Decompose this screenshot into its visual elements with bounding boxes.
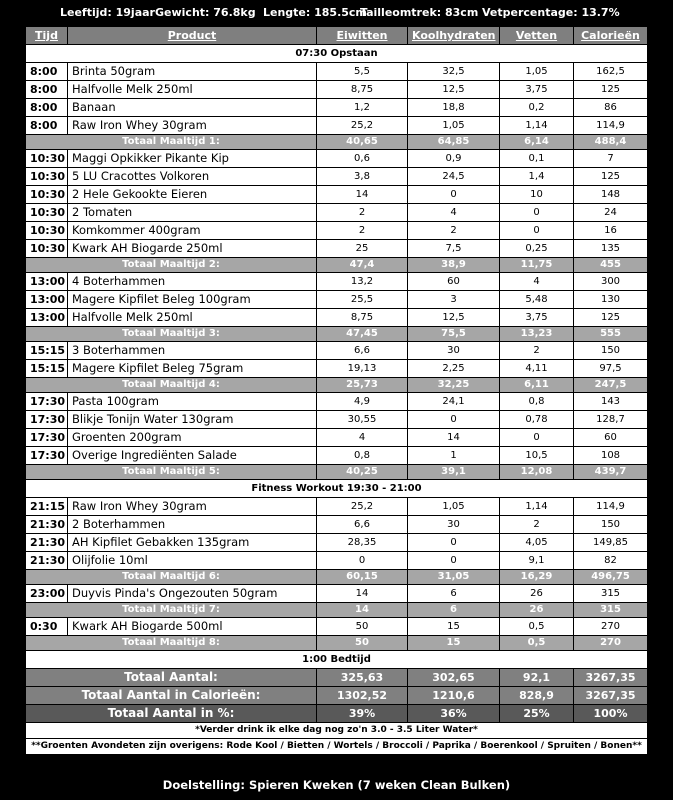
- food-protein: 0: [317, 552, 408, 570]
- meal-total-label: Totaal Maaltijd 3:: [26, 327, 317, 342]
- food-carbs: 0: [408, 552, 500, 570]
- food-protein: 6,6: [317, 516, 408, 534]
- food-row: [26, 186, 648, 204]
- food-time: 8:00: [26, 81, 68, 99]
- food-time: 13:00: [26, 291, 68, 309]
- percent-total: [26, 705, 648, 723]
- meal-total-fat: 13,23: [500, 327, 574, 342]
- food-time: 17:30: [26, 429, 68, 447]
- vegetables-note-text: **Groenten Avondeten zijn overigens: Rode Kool / Bietten / Wortels / Broccoli / Paprika / Boerenkool / Spruiten / Bonen**: [26, 739, 648, 755]
- percent-total-protein: 39%: [317, 705, 408, 723]
- food-fat: 1,14: [500, 498, 574, 516]
- food-carbs: 1: [408, 447, 500, 465]
- food-fat: 4: [500, 273, 574, 291]
- food-product: Overige Ingrediënten Salade: [68, 447, 317, 465]
- food-calories: 16: [574, 222, 648, 240]
- food-time: 10:30: [26, 204, 68, 222]
- food-calories: 97,5: [574, 360, 648, 378]
- food-product: 5 LU Cracottes Volkoren: [68, 168, 317, 186]
- meal-total-calories: 488,4: [574, 135, 648, 150]
- food-fat: 0,5: [500, 618, 574, 636]
- water-note: [26, 723, 648, 739]
- food-row: [26, 360, 648, 378]
- food-carbs: 1,05: [408, 117, 500, 135]
- food-product: Pasta 100gram: [68, 393, 317, 411]
- food-carbs: 2: [408, 222, 500, 240]
- section-label: 07:30 Opstaan: [26, 45, 648, 63]
- food-row: [26, 516, 648, 534]
- calorie-total-carbs: 1210,6: [408, 687, 500, 705]
- food-protein: 4,9: [317, 393, 408, 411]
- food-protein: 25,2: [317, 498, 408, 516]
- food-carbs: 12,5: [408, 309, 500, 327]
- food-calories: 125: [574, 81, 648, 99]
- food-carbs: 30: [408, 342, 500, 360]
- food-carbs: 6: [408, 585, 500, 603]
- food-row: [26, 447, 648, 465]
- food-row: [26, 585, 648, 603]
- food-product: Olijfolie 10ml: [68, 552, 317, 570]
- percent-total-calories: 100%: [574, 705, 648, 723]
- section-row: [26, 651, 648, 669]
- food-row: [26, 393, 648, 411]
- col-header-time: Tijd: [26, 27, 68, 45]
- food-row: [26, 498, 648, 516]
- food-protein: 30,55: [317, 411, 408, 429]
- food-carbs: 24,1: [408, 393, 500, 411]
- food-calories: 143: [574, 393, 648, 411]
- meal-total-label: Totaal Maaltijd 5:: [26, 465, 317, 480]
- food-fat: 1,14: [500, 117, 574, 135]
- food-time: 10:30: [26, 240, 68, 258]
- food-fat: 1,4: [500, 168, 574, 186]
- food-row: [26, 204, 648, 222]
- grand-total-fat: 92,1: [500, 669, 574, 687]
- food-row: [26, 411, 648, 429]
- percent-total-label: Totaal Aantal in %:: [26, 705, 317, 723]
- food-row: [26, 150, 648, 168]
- food-calories: 24: [574, 204, 648, 222]
- percent-total-carbs: 36%: [408, 705, 500, 723]
- food-product: Magere Kipfilet Beleg 100gram: [68, 291, 317, 309]
- meal-total-carbs: 32,25: [408, 378, 500, 393]
- food-fat: 0: [500, 429, 574, 447]
- food-row: [26, 168, 648, 186]
- food-protein: 4: [317, 429, 408, 447]
- meal-total-label: Totaal Maaltijd 1:: [26, 135, 317, 150]
- calorie-total-calories: 3267,35: [574, 687, 648, 705]
- food-product: Halfvolle Melk 250ml: [68, 309, 317, 327]
- food-calories: 315: [574, 585, 648, 603]
- food-row: [26, 618, 648, 636]
- food-product: 2 Boterhammen: [68, 516, 317, 534]
- waist-stat: Tailleomtrek: 83cm: [360, 6, 479, 19]
- calorie-total-label: Totaal Aantal in Calorieën:: [26, 687, 317, 705]
- food-row: [26, 222, 648, 240]
- food-carbs: 30: [408, 516, 500, 534]
- water-note-text: *Verder drink ik elke dag nog zo'n 3.0 - 3.5 Liter Water*: [26, 723, 648, 739]
- food-row: [26, 63, 648, 81]
- food-time: 21:30: [26, 534, 68, 552]
- food-fat: 26: [500, 585, 574, 603]
- food-protein: 0,6: [317, 150, 408, 168]
- food-row: [26, 240, 648, 258]
- food-protein: 8,75: [317, 81, 408, 99]
- food-protein: 3,8: [317, 168, 408, 186]
- food-calories: 7: [574, 150, 648, 168]
- food-time: 13:00: [26, 309, 68, 327]
- food-protein: 0,8: [317, 447, 408, 465]
- food-product: Halfvolle Melk 250ml: [68, 81, 317, 99]
- food-protein: 6,6: [317, 342, 408, 360]
- food-fat: 10: [500, 186, 574, 204]
- food-carbs: 0,9: [408, 150, 500, 168]
- meal-total-calories: 496,75: [574, 570, 648, 585]
- food-carbs: 60: [408, 273, 500, 291]
- meal-total-protein: 25,73: [317, 378, 408, 393]
- food-protein: 1,2: [317, 99, 408, 117]
- food-product: Magere Kipfilet Beleg 75gram: [68, 360, 317, 378]
- food-carbs: 1,05: [408, 498, 500, 516]
- food-time: 10:30: [26, 222, 68, 240]
- food-carbs: 2,25: [408, 360, 500, 378]
- height-stat: Lengte: 185.5cm: [263, 6, 367, 19]
- age-stat: Leeftijd: 19jaar: [60, 6, 155, 19]
- food-time: 15:15: [26, 342, 68, 360]
- meal-total-calories: 439,7: [574, 465, 648, 480]
- food-calories: 135: [574, 240, 648, 258]
- section-label: 1:00 Bedtijd: [26, 651, 648, 669]
- meal-total-protein: 47,4: [317, 258, 408, 273]
- food-protein: 25,5: [317, 291, 408, 309]
- food-product: Blikje Tonijn Water 130gram: [68, 411, 317, 429]
- food-product: Groenten 200gram: [68, 429, 317, 447]
- food-calories: 149,85: [574, 534, 648, 552]
- meal-total-label: Totaal Maaltijd 4:: [26, 378, 317, 393]
- food-time: 8:00: [26, 63, 68, 81]
- weight-stat: Gewicht: 76.8kg: [155, 6, 256, 19]
- meal-total-label: Totaal Maaltijd 6:: [26, 570, 317, 585]
- food-fat: 0,2: [500, 99, 574, 117]
- food-product: 2 Tomaten: [68, 204, 317, 222]
- meal-total-carbs: 64,85: [408, 135, 500, 150]
- food-calories: 150: [574, 342, 648, 360]
- food-calories: 114,9: [574, 117, 648, 135]
- section-label: Fitness Workout 19:30 - 21:00: [26, 480, 648, 498]
- meal-total-label: Totaal Maaltijd 2:: [26, 258, 317, 273]
- food-calories: 300: [574, 273, 648, 291]
- meal-total-fat: 6,14: [500, 135, 574, 150]
- food-time: 17:30: [26, 411, 68, 429]
- grand-total: [26, 669, 648, 687]
- food-product: 4 Boterhammen: [68, 273, 317, 291]
- food-calories: 114,9: [574, 498, 648, 516]
- food-carbs: 4: [408, 204, 500, 222]
- food-fat: 1,05: [500, 63, 574, 81]
- food-protein: 19,13: [317, 360, 408, 378]
- food-protein: 25,2: [317, 117, 408, 135]
- meal-total-calories: 555: [574, 327, 648, 342]
- section-row: [26, 480, 648, 498]
- food-protein: 14: [317, 585, 408, 603]
- food-fat: 10,5: [500, 447, 574, 465]
- section-row: [26, 45, 648, 63]
- food-protein: 50: [317, 618, 408, 636]
- food-calories: 86: [574, 99, 648, 117]
- meal-total-fat: 11,75: [500, 258, 574, 273]
- food-carbs: 0: [408, 411, 500, 429]
- col-header-product: Product: [68, 27, 317, 45]
- meal-total-carbs: 15: [408, 636, 500, 651]
- food-carbs: 15: [408, 618, 500, 636]
- food-fat: 4,05: [500, 534, 574, 552]
- food-carbs: 18,8: [408, 99, 500, 117]
- grand-total-carbs: 302,65: [408, 669, 500, 687]
- food-calories: 270: [574, 618, 648, 636]
- food-time: 10:30: [26, 150, 68, 168]
- food-time: 0:30: [26, 618, 68, 636]
- food-fat: 2: [500, 516, 574, 534]
- food-fat: 0,25: [500, 240, 574, 258]
- meal-total-calories: 270: [574, 636, 648, 651]
- food-row: [26, 429, 648, 447]
- food-carbs: 12,5: [408, 81, 500, 99]
- food-row: [26, 342, 648, 360]
- food-row: [26, 273, 648, 291]
- food-product: Raw Iron Whey 30gram: [68, 117, 317, 135]
- food-fat: 9,1: [500, 552, 574, 570]
- vegetables-note: [26, 739, 648, 755]
- food-calories: 130: [574, 291, 648, 309]
- meal-total-carbs: 31,05: [408, 570, 500, 585]
- goal-text: Doelstelling: Spieren Kweken (7 weken Clean Bulken): [162, 778, 511, 792]
- food-time: 8:00: [26, 117, 68, 135]
- food-row: [26, 552, 648, 570]
- food-product: AH Kipfilet Gebakken 135gram: [68, 534, 317, 552]
- food-product: Kwark AH Biogarde 250ml: [68, 240, 317, 258]
- header-row: [26, 27, 648, 45]
- meal-total-protein: 47,45: [317, 327, 408, 342]
- food-fat: 0: [500, 204, 574, 222]
- food-product: 2 Hele Gekookte Eieren: [68, 186, 317, 204]
- food-protein: 14: [317, 186, 408, 204]
- fat-stat: Vetpercentage: 13.7%: [482, 6, 620, 19]
- food-product: Banaan: [68, 99, 317, 117]
- food-fat: 3,75: [500, 81, 574, 99]
- meal-total-row: [26, 636, 648, 651]
- food-time: 15:15: [26, 360, 68, 378]
- meal-total-row: [26, 570, 648, 585]
- meal-total-carbs: 38,9: [408, 258, 500, 273]
- meal-total-carbs: 39,1: [408, 465, 500, 480]
- food-protein: 13,2: [317, 273, 408, 291]
- food-carbs: 14: [408, 429, 500, 447]
- food-product: Raw Iron Whey 30gram: [68, 498, 317, 516]
- food-product: Komkommer 400gram: [68, 222, 317, 240]
- grand-total-protein: 325,63: [317, 669, 408, 687]
- col-header-fat: Vetten: [500, 27, 574, 45]
- meal-total-row: [26, 258, 648, 273]
- meal-total-carbs: 6: [408, 603, 500, 618]
- food-fat: 3,75: [500, 309, 574, 327]
- food-calories: 128,7: [574, 411, 648, 429]
- food-carbs: 32,5: [408, 63, 500, 81]
- grand-total-label: Totaal Aantal:: [26, 669, 317, 687]
- food-time: 17:30: [26, 393, 68, 411]
- col-header-protein: Eiwitten: [317, 27, 408, 45]
- meal-total-protein: 14: [317, 603, 408, 618]
- food-row: [26, 309, 648, 327]
- food-protein: 28,35: [317, 534, 408, 552]
- grand-total-calories: 3267,35: [574, 669, 648, 687]
- food-protein: 8,75: [317, 309, 408, 327]
- meal-total-calories: 247,5: [574, 378, 648, 393]
- calorie-total: [26, 687, 648, 705]
- food-calories: 125: [574, 309, 648, 327]
- food-time: 17:30: [26, 447, 68, 465]
- food-product: 3 Boterhammen: [68, 342, 317, 360]
- food-fat: 0,78: [500, 411, 574, 429]
- food-row: [26, 99, 648, 117]
- meal-total-fat: 26: [500, 603, 574, 618]
- food-protein: 2: [317, 222, 408, 240]
- meal-total-fat: 0,5: [500, 636, 574, 651]
- food-product: Kwark AH Biogarde 500ml: [68, 618, 317, 636]
- food-calories: 60: [574, 429, 648, 447]
- meal-total-carbs: 75,5: [408, 327, 500, 342]
- food-fat: 4,11: [500, 360, 574, 378]
- food-carbs: 7,5: [408, 240, 500, 258]
- food-row: [26, 534, 648, 552]
- meal-total-fat: 12,08: [500, 465, 574, 480]
- diet-table: [25, 26, 648, 755]
- food-product: Maggi Opkikker Pikante Kip: [68, 150, 317, 168]
- meal-total-protein: 40,25: [317, 465, 408, 480]
- food-carbs: 24,5: [408, 168, 500, 186]
- calorie-total-fat: 828,9: [500, 687, 574, 705]
- meal-total-protein: 40,65: [317, 135, 408, 150]
- food-carbs: 0: [408, 186, 500, 204]
- meal-total-label: Totaal Maaltijd 8:: [26, 636, 317, 651]
- food-carbs: 0: [408, 534, 500, 552]
- food-product: Brinta 50gram: [68, 63, 317, 81]
- food-fat: 2: [500, 342, 574, 360]
- calorie-total-protein: 1302,52: [317, 687, 408, 705]
- food-time: 10:30: [26, 186, 68, 204]
- meal-total-row: [26, 135, 648, 150]
- food-calories: 108: [574, 447, 648, 465]
- food-calories: 150: [574, 516, 648, 534]
- food-fat: 0: [500, 222, 574, 240]
- food-time: 21:30: [26, 516, 68, 534]
- food-protein: 2: [317, 204, 408, 222]
- food-row: [26, 291, 648, 309]
- food-time: 13:00: [26, 273, 68, 291]
- food-fat: 0,1: [500, 150, 574, 168]
- food-time: 21:15: [26, 498, 68, 516]
- diet-table-body: [26, 45, 648, 755]
- meal-total-protein: 60,15: [317, 570, 408, 585]
- meal-total-row: [26, 378, 648, 393]
- meal-total-label: Totaal Maaltijd 7:: [26, 603, 317, 618]
- meal-total-fat: 16,29: [500, 570, 574, 585]
- food-fat: 5,48: [500, 291, 574, 309]
- meal-total-calories: 315: [574, 603, 648, 618]
- food-calories: 148: [574, 186, 648, 204]
- meal-total-protein: 50: [317, 636, 408, 651]
- col-header-calories: Calorieën: [574, 27, 648, 45]
- meal-total-fat: 6,11: [500, 378, 574, 393]
- food-calories: 162,5: [574, 63, 648, 81]
- food-time: 8:00: [26, 99, 68, 117]
- food-carbs: 3: [408, 291, 500, 309]
- food-calories: 125: [574, 168, 648, 186]
- col-header-carbs: Koolhydraten: [408, 27, 500, 45]
- meal-total-row: [26, 603, 648, 618]
- stats-bar: [0, 0, 673, 26]
- meal-total-calories: 455: [574, 258, 648, 273]
- food-time: 10:30: [26, 168, 68, 186]
- meal-total-row: [26, 465, 648, 480]
- food-time: 21:30: [26, 552, 68, 570]
- food-protein: 25: [317, 240, 408, 258]
- food-product: Duyvis Pinda's Ongezouten 50gram: [68, 585, 317, 603]
- food-time: 23:00: [26, 585, 68, 603]
- meal-total-row: [26, 327, 648, 342]
- food-fat: 0,8: [500, 393, 574, 411]
- percent-total-fat: 25%: [500, 705, 574, 723]
- food-protein: 5,5: [317, 63, 408, 81]
- food-row: [26, 81, 648, 99]
- food-row: [26, 117, 648, 135]
- food-calories: 82: [574, 552, 648, 570]
